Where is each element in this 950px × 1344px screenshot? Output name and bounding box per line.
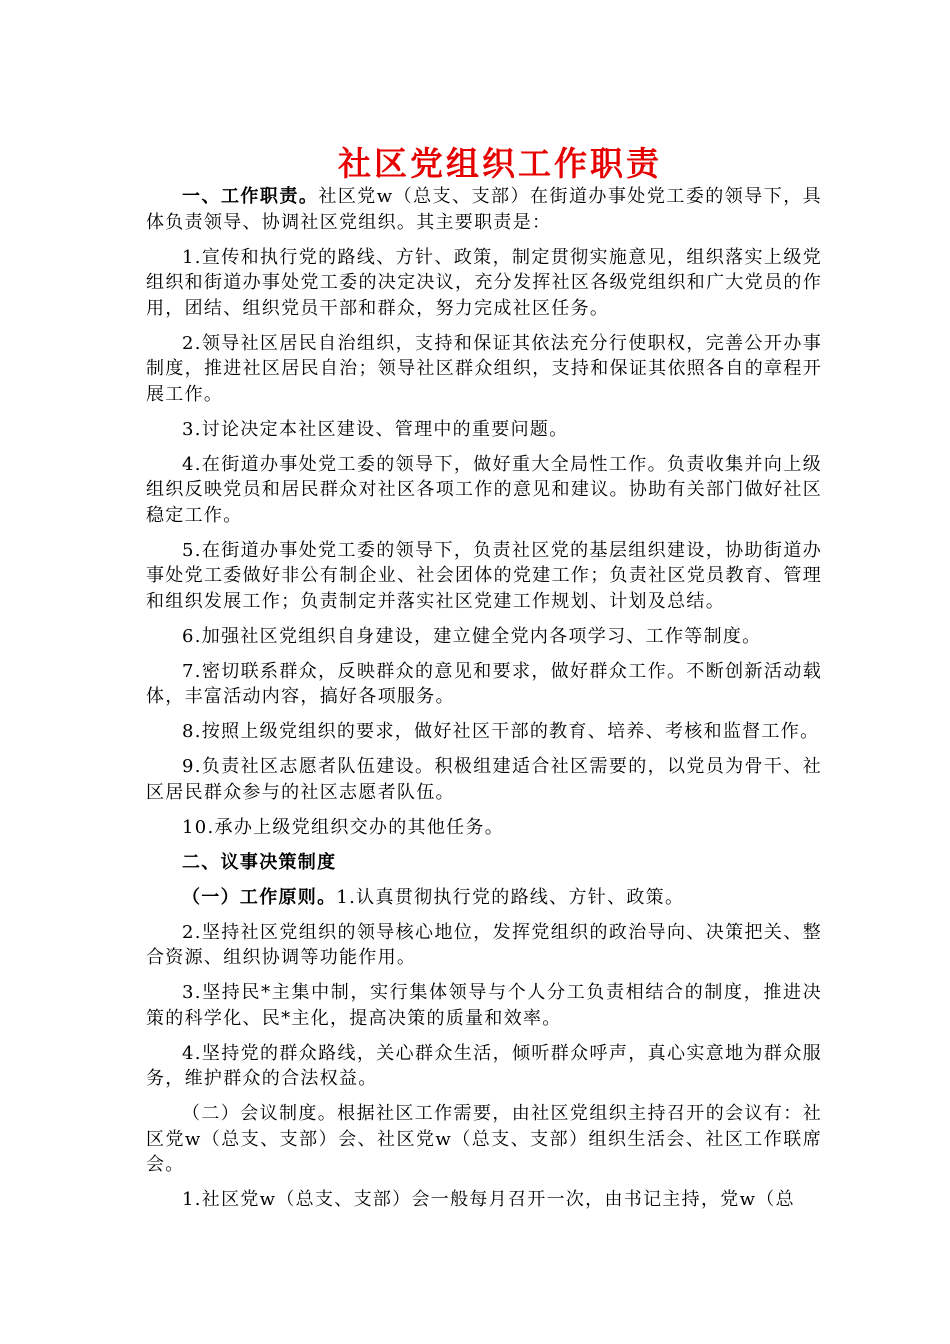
paragraph-text: 8.按照上级党组织的要求，做好社区干部的教育、培养、考核和监督工作。: [182, 721, 820, 742]
paragraph: [146, 1041, 822, 1092]
paragraph: [146, 245, 822, 322]
paragraph: [146, 624, 822, 650]
paragraph: [146, 659, 822, 710]
paragraph: [146, 920, 822, 971]
paragraph: [146, 885, 822, 911]
paragraph: [146, 1101, 822, 1178]
paragraph: [146, 754, 822, 805]
paragraph-text: 2.坚持社区党组织的领导核心地位，发挥党组织的政治导向、决策把关、整合资源、组织协调等功能作用。: [146, 921, 822, 968]
paragraph: [146, 331, 822, 408]
paragraph-lead: 一、工作职责。: [182, 186, 319, 207]
paragraph: [146, 452, 822, 529]
paragraph-text: 3.坚持民*主集中制，实行集体领导与个人分工负责相结合的制度，推进决策的科学化、民*主化，提高决策的质量和效率。: [146, 982, 822, 1029]
paragraph: [146, 184, 822, 235]
paragraph-text: 1.社区党w（总支、支部）会一般每月召开一次，由书记主持，党w（总: [182, 1189, 795, 1210]
paragraph: 二、议事决策制度: [182, 851, 337, 873]
paragraph-text: 2.领导社区居民自治组织，支持和保证其依法充分行使职权，完善公开办事制度，推进社区居民自治；领导社区群众组织，支持和保证其依照各自的章程开展工作。: [146, 332, 822, 405]
document-title: 社区党组织工作职责: [338, 144, 662, 183]
paragraph: [146, 980, 822, 1031]
paragraph-text: 4.坚持党的群众路线，关心群众生活，倾听群众呼声，真心实意地为群众服务，维护群众的合法权益。: [146, 1042, 822, 1089]
paragraph: [146, 1187, 822, 1213]
document-body: [146, 184, 822, 1222]
paragraph-text: 6.加强社区党组织自身建设，建立健全党内各项学习、工作等制度。: [182, 625, 762, 647]
paragraph-text: （二）会议制度。根据社区工作需要，由社区党组织主持召开的会议有：社区党w（总支、支部）会、社区党w（总支、支部）组织生活会、社区工作联席会。: [146, 1103, 822, 1175]
paragraph-text: 1.认真贯彻执行党的路线、方针、政策。: [336, 886, 685, 908]
paragraph-text: 5.在街道办事处党工委的领导下，负责社区党的基层组织建设，协助街道办事处党工委做好非公有制企业、社会团体的党建工作；负责社区党员教育、管理和组织发展工作；负责制定并落实社区党建工作规划、计划及总结。: [146, 539, 822, 612]
paragraph: [146, 538, 822, 615]
paragraph-text: 3.讨论决定本社区建设、管理中的重要问题。: [182, 418, 569, 440]
paragraph-text: 社区党w（总支、支部）在街道办事处党工委的领导下，具体负责领导、协调社区党组织。其主要职责是：: [146, 186, 822, 233]
paragraph-text: 4.在街道办事处党工委的领导下，做好重大全局性工作。负责收集并向上级组织反映党员和居民群众对社区各项工作的意见和建议。协助有关部门做好社区稳定工作。: [146, 453, 822, 526]
paragraph: [146, 719, 822, 745]
paragraph-text: 9.负责社区志愿者队伍建设。积极组建适合社区需要的，以党员为骨干、社区居民群众参与的社区志愿者队伍。: [146, 756, 822, 803]
paragraph: [146, 417, 822, 443]
paragraph: [146, 815, 822, 841]
paragraph-text: 10.承办上级党组织交办的其他任务。: [182, 816, 505, 838]
paragraph-text: 7.密切联系群众，反映群众的意见和要求，做好群众工作。不断创新活动载体，丰富活动内容，搞好各项服务。: [146, 660, 822, 707]
paragraph-lead: （一）工作原则。: [182, 886, 337, 908]
paragraph-text: 1.宣传和执行党的路线、方针、政策，制定贯彻实施意见，组织落实上级党组织和街道办事处党工委的决定决议，充分发挥社区各级党组织和广大党员的作用，团结、组织党员干部和群众，努力完成社区任务。: [146, 246, 822, 319]
